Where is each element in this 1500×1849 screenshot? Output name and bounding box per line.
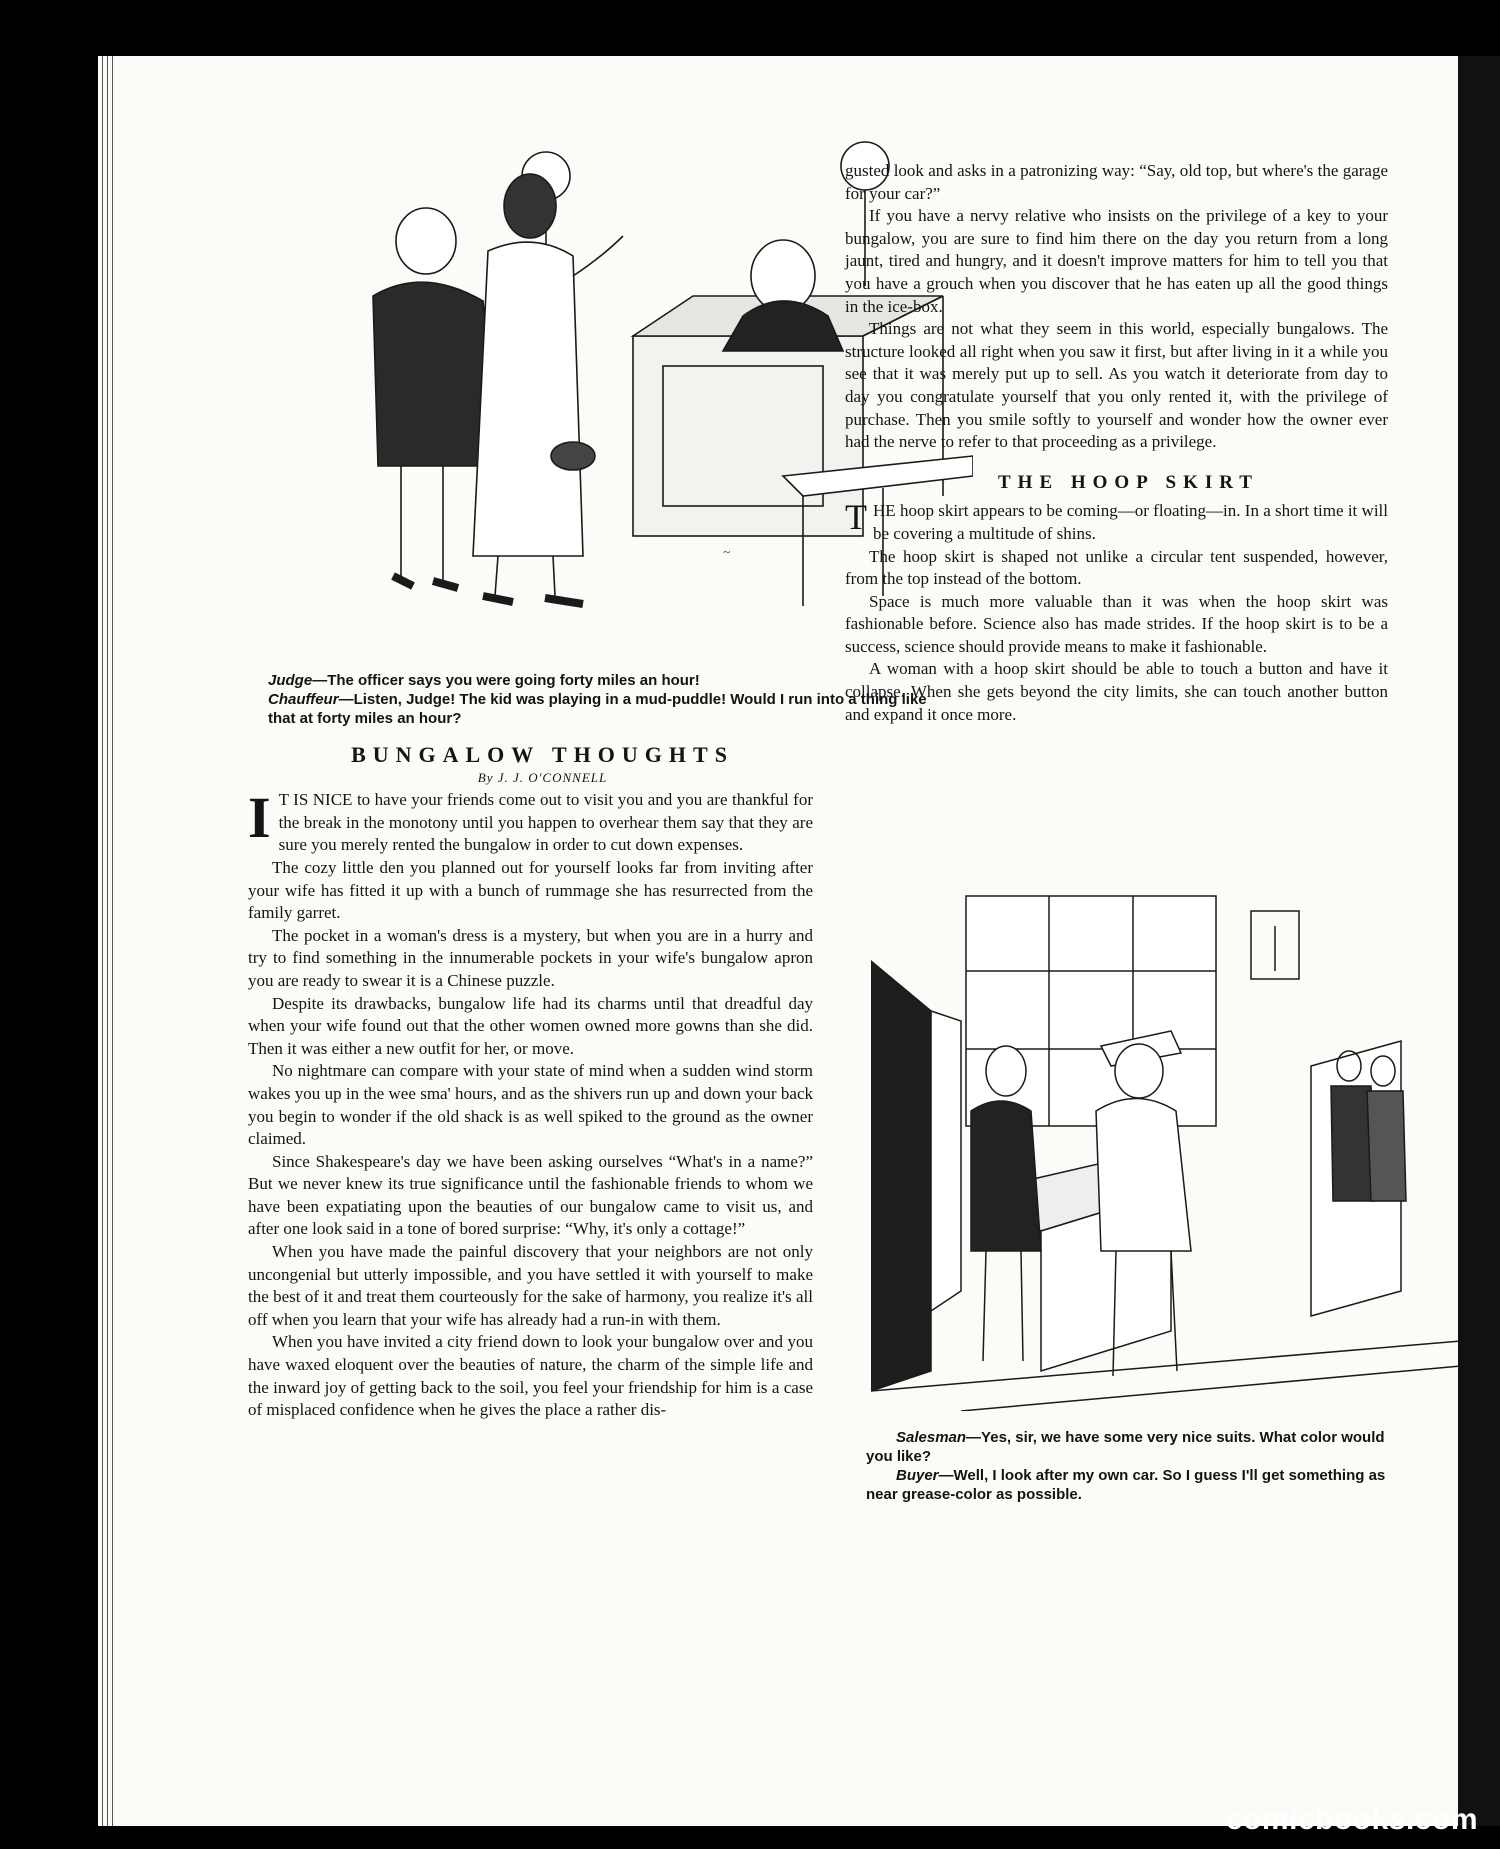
magazine-page	[98, 56, 1458, 1826]
caption-text: —Well, I look after my own car. So I guess I'll get something as near grease-color as possible.	[866, 1467, 1386, 1503]
hoop-skirt-title: THE HOOP SKIRT	[998, 471, 1259, 493]
article-byline: By J. J. O'CONNELL	[477, 769, 608, 785]
caption-line-chauffeur	[246, 690, 936, 728]
courtroom-cartoon-caption	[246, 671, 936, 728]
artist-signature: ~	[723, 544, 731, 559]
caption-speaker: Judge	[268, 672, 313, 689]
drop-cap: I	[248, 785, 271, 851]
article-paragraph: Since Shakespeare's day we have been asking ourselves “What's in a name?” But we never knew its true significance until the fashionable friends to whom we have been expatiating upon the beauties of our bungalow came to visit us, and after one look said in a tone of bored surprise: “Why, it's only a cottage!”	[248, 1151, 813, 1239]
caption-line-judge	[246, 671, 936, 690]
article-paragraph: When you have made the painful discovery that your neighbors are not only uncongenial but utterly impossible, and you have settled it with yourself to make the best of it and treat them courteously for the sake of harmony, you realize it's all off when you learn that your wife has already had a run-in with them.	[248, 1242, 813, 1329]
article-paragraph: Things are not what they seem in this world, especially bungalows. The structure looked all right when you saw it first, but after living in it a while you see that it was merely put up to sell. As you watch it deteriorate from day to day you congratulate yourself that you only rented it, with the privilege of purchase. Then you smile softly to yourself and wonder how the owner ever had the nerve to refer to that proceeding as a privilege.	[845, 319, 1388, 452]
article-title: BUNGALOW THOUGHTS	[351, 742, 734, 767]
article-paragraph: A woman with a hoop skirt should be able to touch a button and have it collapse. When she gets beyond the city limits, she can touch another button and expand it once more.	[845, 659, 1388, 724]
article-paragraph: No nightmare can compare with your state of mind when a sudden wind storm wakes you up in the wee sma' hours, and as the shivers run up and down your back you begin to wonder if the old shack is as well spiked to the ground as the owner claimed.	[248, 1061, 813, 1149]
bungalow-thoughts-column	[248, 744, 813, 1422]
article-paragraph: Despite its drawbacks, bungalow life had its charms until that dreadful day when your wife found out that the other women owned more gowns than she did. Then it was either a new outfit for her, or move.	[248, 993, 813, 1058]
caption-speaker: Buyer	[896, 1467, 939, 1484]
article-paragraph: When you have invited a city friend down to look your bungalow over and you have waxed eloquent over the beauties of nature, the charm of the simple life and the inward joy of getting back to the soil, you feel your friendship for him is a case of misplaced confidence when he gives the place a rather dis-	[248, 1332, 813, 1420]
article-paragraph: If you have a nervy relative who insists on the privilege of a key to your bungalow, you are sure to find him there on the day you return from a long jaunt, tired and hungry, and it doesn't improve matters for him to tell you that you have a grouch when you discover that he has eaten up all the good things in the ice-box.	[845, 206, 1388, 316]
caption-line-salesman	[866, 1428, 1398, 1466]
caption-line-buyer	[866, 1466, 1398, 1504]
paragraph-text: T IS NICE to have your friends come out to visit you and you are thankful for the break in the monotony until you happen to overhear them say that they are sure you merely rented the bungalow in order to cut down expenses.	[278, 790, 813, 855]
caption-speaker: Chauffeur	[268, 691, 339, 708]
clothing-store-cartoon-illustration	[871, 871, 1461, 1411]
caption-text: —Listen, Judge! The kid was playing in a mud-puddle! Would I run into a thing like that at forty miles an hour?	[268, 691, 927, 727]
article-paragraph: The pocket in a woman's dress is a mystery, but when you are in a hurry and try to find something in the innumerable pockets in your wife's bungalow apron you are ready to swear it is a Chinese puzzle.	[248, 925, 813, 990]
caption-text: —Yes, sir, we have some very nice suits. What color would you like?	[866, 1429, 1385, 1465]
article-paragraph	[845, 497, 1388, 545]
page-edge-line	[107, 56, 108, 1826]
adjacent-page-edge	[1458, 56, 1500, 1826]
paragraph-text: HE hoop skirt appears to be coming—or floating—in. In a short time it will be covering a multitude of shins.	[873, 501, 1388, 543]
article-paragraph: Space is much more valuable than it was when the hoop skirt was fashionable before. Science also has made strides. If the hoop skirt is to be a success, science should provide means to make it fashionable.	[845, 591, 1388, 656]
article-paragraph	[248, 785, 813, 857]
article-paragraph: The hoop skirt is shaped not unlike a circular tent suspended, however, from the top instead of the bottom.	[845, 546, 1388, 589]
caption-text: —The officer says you were going forty miles an hour!	[312, 672, 700, 689]
right-text-column	[845, 160, 1388, 726]
caption-speaker: Salesman	[896, 1429, 967, 1446]
drop-cap: T	[845, 497, 867, 538]
site-watermark: comicbooks.com	[1225, 1803, 1478, 1836]
page-edge-line	[112, 56, 113, 1826]
clothing-store-cartoon-caption	[866, 1428, 1398, 1504]
article-paragraph: The cozy little den you planned out for yourself looks far from inviting after your wife has fitted it up with a bunch of rummage she has resurrected from the family garret.	[248, 857, 813, 923]
article-paragraph: gusted look and asks in a patronizing way: “Say, old top, but where's the garage for your car?”	[845, 161, 1388, 203]
page-edge-line	[102, 56, 103, 1826]
